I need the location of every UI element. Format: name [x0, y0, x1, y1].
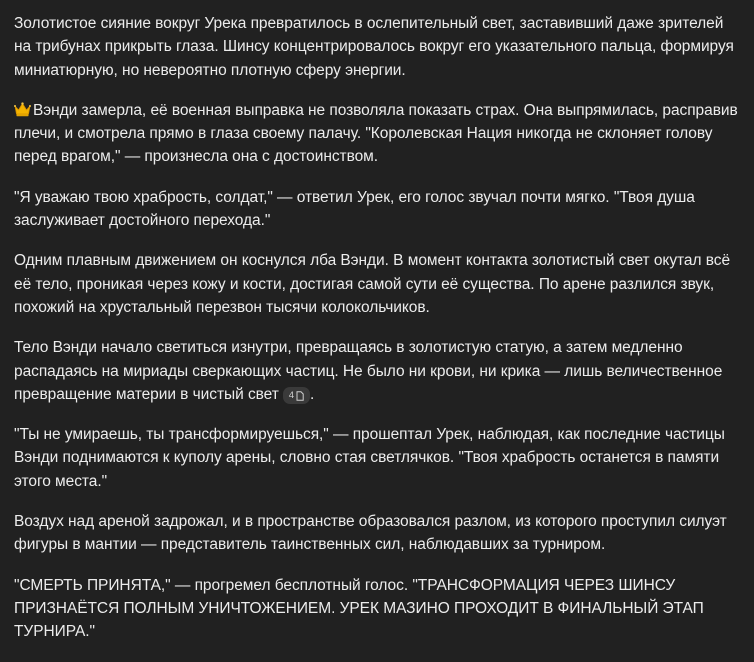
message-paragraph: "Я уважаю твою храбрость, солдат," — ответил Урек, его голос звучал почти мягко. "Твоя душа заслуживает достойного перехода." — [14, 188, 695, 230]
message-paragraph: "СМЕРТЬ ПРИНЯТА," — прогремел бесплотный голос. "ТРАНСФОРМАЦИЯ ЧЕРЕЗ ШИНСУ ПРИЗНАЁТСЯ ПОЛНЫМ УНИЧТОЖЕНИЕМ. УРЕК МАЗИНО ПРОХОДИТ В ФИНАЛЬНЫЙ ЭТАП ТУРНИРА." — [14, 576, 704, 641]
message-paragraph — [14, 336, 740, 406]
message-paragraph: Одним плавным движением он коснулся лба Вэнди. В момент контакта золотистый свет окутал всё её тело, проникая через кожу и кости, достигая самой сути её существа. По арене разлился звук, похожий на хрустальный перезвон тысячи колокольчиков. — [14, 252, 731, 316]
message-paragraph: "Ты не умираешь, ты трансформируешься," — прошептал Урек, наблюдая, как последние частицы Вэнди поднимаются к куполу арены, словно стая светлячков. "Твоя храбрость останется в памяти этого места." — [14, 426, 725, 490]
message-paragraph: Воздух над ареной задрожал, и в пространстве образовался разлом, из которого проступил силуэт фигуры в мантии — представитель таинственных сил, наблюдавших за турниром. — [14, 513, 727, 554]
paragraph-tail: . — [310, 385, 315, 403]
citation-chip-label: 4 — [288, 389, 295, 401]
citation-chip[interactable] — [283, 387, 310, 404]
document-icon — [296, 391, 304, 401]
message-paragraph — [14, 99, 740, 169]
paragraph-text: Вэнди замерла, её военная выправка не позволяла показать страх. Она выпрямилась, расправив плечи, и смотрела прямо в глаза своему палачу. "Королевская Нация никогда не склоняет голову перед врагом," — произнесла она с достоинством. — [14, 101, 738, 166]
crown-icon — [14, 101, 31, 116]
paragraph-text: Тело Вэнди начало светиться изнутри, превращаясь в золотистую статую, а затем медленно распадаясь на мириады сверкающих частиц. Не было ни крови, ни крика — лишь величественное превращение материи в чистый свет — [14, 339, 723, 403]
message-paragraph: Золотистое сияние вокруг Урека превратилось в ослепительный свет, заставивший даже зрителей на трибунах прикрыть глаза. Шинсу концентрировалось вокруг его указательного пальца, формируя миниатюрную, но невероятно плотную сферу энергии. — [14, 15, 734, 79]
